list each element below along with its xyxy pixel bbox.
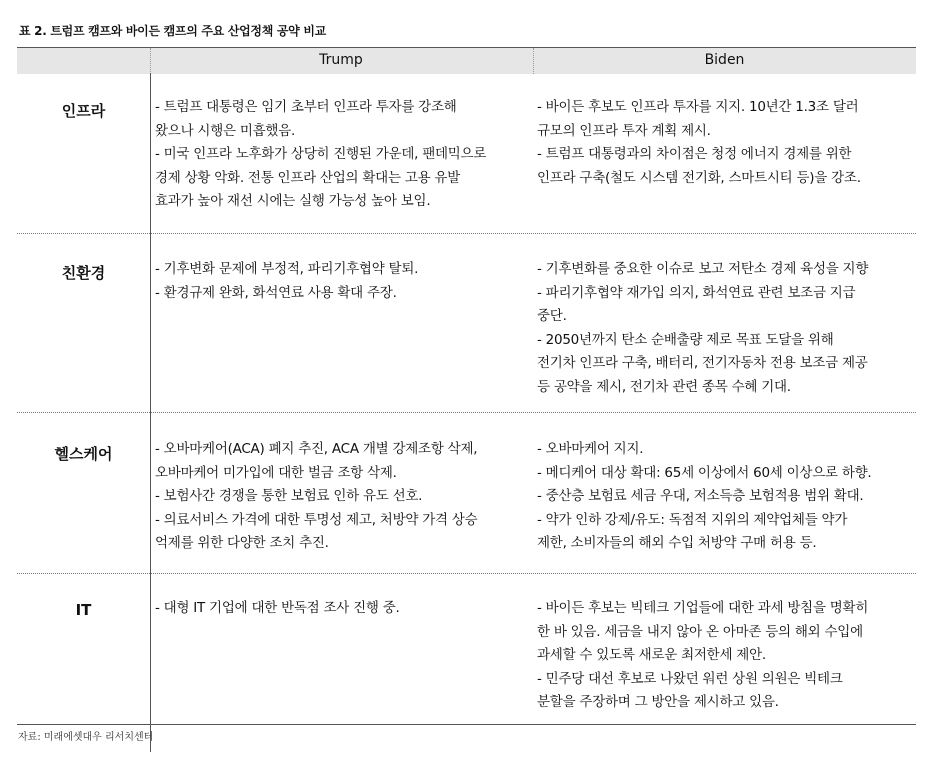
text-line: - 바이든 후보는 빅테크 기업들에 대한 과세 방침을 명확히 xyxy=(537,600,869,616)
text-line: 인프라 구축(철도 시스템 전기화, 스마트시티 등)을 강조. xyxy=(537,169,861,186)
text-line: 오바마케어 미가입에 대한 벌금 조항 삭제. xyxy=(155,464,397,481)
text-line: 과세할 수 있도록 새로운 최저한세 제안. xyxy=(537,647,766,663)
text-line: 전기차 인프라 구축, 배터리, 전기자동차 전용 보조금 제공 xyxy=(537,355,868,371)
text-line: - 바이든 후보도 인프라 투자를 지지. 10년간 1.3조 달러 xyxy=(537,99,859,115)
text-line: 분할을 주장하며 그 방안을 제시하고 있음. xyxy=(537,694,779,710)
row-label-it: IT xyxy=(75,601,92,619)
text-line: - 트럼프 대통령은 임기 초부터 인프라 투자를 강조해 xyxy=(155,99,457,115)
text-line: - 기후변화 문제에 부정적, 파리기후협약 탈퇴. xyxy=(155,261,419,277)
text-line: - 민주당 대선 후보로 나왔던 워런 상원 의원은 빅테크 xyxy=(537,670,843,687)
trump-cell-infrastructure xyxy=(155,96,520,214)
biden-cell-healthcare xyxy=(537,438,916,556)
source-note: 자료: 미래에셋대우 리서치센터 xyxy=(18,732,154,743)
text-line: - 오바마케어(ACA) 폐지 추진, ACA 개별 강제조항 삭제, xyxy=(155,441,478,457)
text-line: - 약가 인하 강제/유도: 독점적 지위의 제약업체들 약가 xyxy=(537,511,848,528)
trump-cell-it xyxy=(155,597,520,621)
biden-cell-infrastructure xyxy=(537,96,916,190)
text-line: - 메디케어 대상 확대: 65세 이상에서 60세 이상으로 하향. xyxy=(537,464,872,481)
row-separator xyxy=(17,233,916,234)
text-line: - 대형 IT 기업에 대한 반독점 조사 진행 중. xyxy=(155,600,400,616)
text-line: 한 바 있음. 세금을 내지 않아 온 아마존 등의 해외 수입에 xyxy=(537,623,863,640)
text-line: - 환경규제 완화, 화석연료 사용 확대 주장. xyxy=(155,284,397,301)
text-line: - 중산층 보험료 세금 우대, 저소득층 보험적용 범위 확대. xyxy=(537,488,864,504)
text-line: - 파리기후협약 재가입 의지, 화석연료 관련 보조금 지급 xyxy=(537,284,856,301)
text-line: - 보험사간 경쟁을 통한 보험료 인하 유도 선호. xyxy=(155,488,423,504)
text-line: 규모의 인프라 투자 계획 제시. xyxy=(537,122,711,139)
text-line: 등 공약을 제시, 전기차 관련 종목 수혜 기대. xyxy=(537,378,791,395)
row-label-infrastructure: 인프라 xyxy=(61,102,106,120)
header-trump: Trump xyxy=(319,52,363,68)
text-line: 경제 상황 악화. 전통 인프라 산업의 확대는 고용 유발 xyxy=(155,169,460,186)
table-caption: 표 2. 트럼프 캠프와 바이든 캠프의 주요 산업정책 공약 비교 xyxy=(19,24,326,38)
trump-cell-environment xyxy=(155,258,520,305)
biden-cell-environment xyxy=(537,258,916,399)
row-label-environment: 친환경 xyxy=(61,264,106,282)
text-line: - 기후변화를 중요한 이슈로 보고 저탄소 경제 육성을 지향 xyxy=(537,261,869,277)
text-line: - 의료서비스 가격에 대한 투명성 제고, 처방약 가격 상승 xyxy=(155,511,478,528)
text-line: 제한, 소비자들의 해외 수입 처방약 구매 허용 등. xyxy=(537,535,817,551)
table-bottom-border xyxy=(17,724,916,725)
trump-cell-healthcare xyxy=(155,438,520,556)
text-line: 억제를 위한 다양한 조치 추진. xyxy=(155,535,329,551)
text-line: 왔으나 시행은 미흡했음. xyxy=(155,122,296,139)
text-line: - 미국 인프라 노후화가 상당히 진행된 가운데, 팬데믹으로 xyxy=(155,146,487,162)
text-line: - 2050년까지 탄소 순배출량 제로 목표 도달을 위해 xyxy=(537,331,834,348)
text-line: - 트럼프 대통령과의 차이점은 청정 에너지 경제를 위한 xyxy=(537,146,852,162)
row-label-healthcare: 헬스케어 xyxy=(54,445,113,463)
text-line: 중단. xyxy=(537,308,567,324)
text-line: - 오바마케어 지지. xyxy=(537,441,644,457)
row-separator xyxy=(17,573,916,574)
text-line: 효과가 높아 재선 시에는 실행 가능성 높아 보임. xyxy=(155,193,431,209)
row-separator xyxy=(17,412,916,413)
table-header xyxy=(17,47,916,74)
header-biden: Biden xyxy=(704,52,745,68)
biden-cell-it xyxy=(537,597,916,715)
